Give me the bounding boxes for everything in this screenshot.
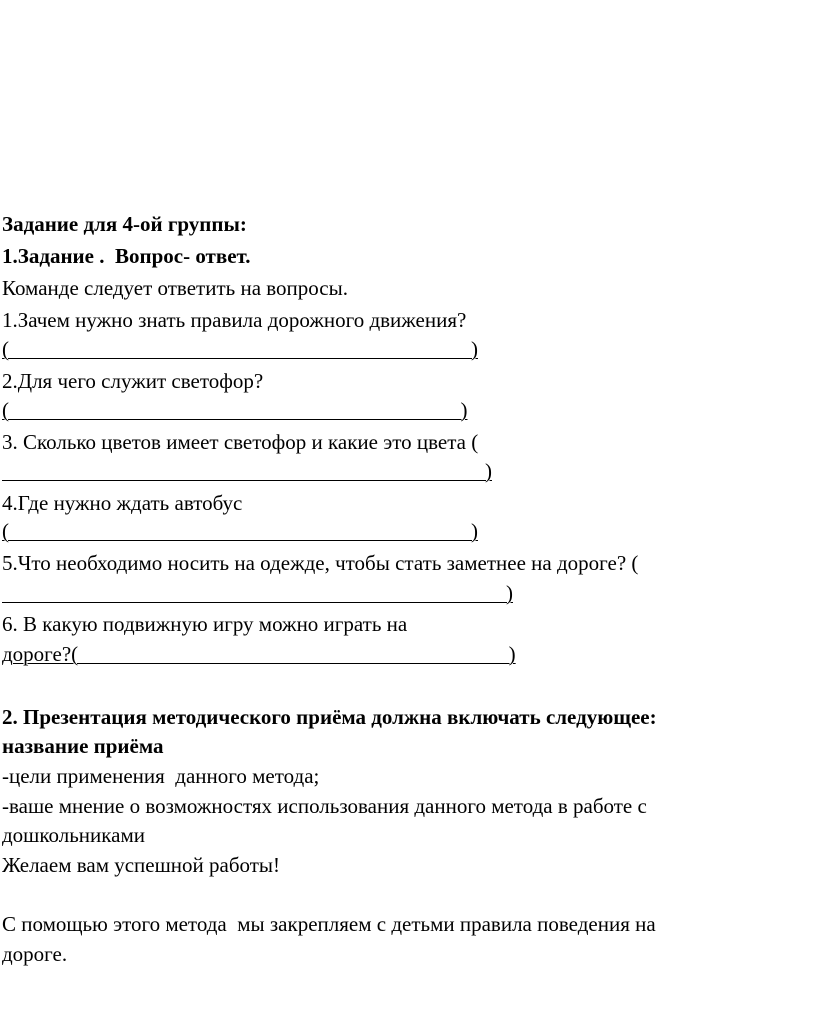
heading: Задание для 4-ой группы:	[2, 212, 247, 236]
question-5: 5.Что необходимо носить на одежде, чтобы стать заметнее на дороге? (	[2, 551, 639, 575]
answer-line-1: ( )	[2, 337, 478, 361]
list-item-opinion-cont: дошкольниками	[2, 823, 145, 847]
intro-text: Команде следует ответить на вопросы.	[2, 276, 348, 300]
answer-line-6: дороге?( )	[2, 642, 516, 666]
answer-line-3: )	[2, 459, 492, 483]
question-4: 4.Где нужно ждать автобус	[2, 491, 243, 515]
closing-text-cont: дороге.	[2, 942, 68, 966]
list-item-goals: -цели применения данного метода;	[2, 764, 320, 788]
question-1: 1.Зачем нужно знать правила дорожного движения?	[2, 308, 467, 332]
wish-text: Желаем вам успешной работы!	[2, 853, 281, 877]
question-3: 3. Сколько цветов имеет светофор и какие это цвета (	[2, 430, 479, 454]
task1-title: 1.Задание . Вопрос- ответ.	[2, 244, 251, 268]
list-item-opinion: -ваше мнение о возможностях использования данного метода в работе с	[2, 794, 647, 818]
task2-title: 2. Презентация методического приёма должна включать следующее:	[2, 705, 657, 729]
answer-line-4: ( )	[2, 519, 478, 543]
answer-line-2: ( )	[2, 398, 468, 422]
question-2: 2.Для чего служит светофор?	[2, 369, 264, 393]
closing-text: С помощью этого метода мы закрепляем с детьми правила поведения на	[2, 912, 656, 936]
task2-subtitle: название приёма	[2, 734, 164, 758]
question-6: 6. В какую подвижную игру можно играть на	[2, 612, 408, 636]
answer-line-5: )	[2, 581, 513, 605]
